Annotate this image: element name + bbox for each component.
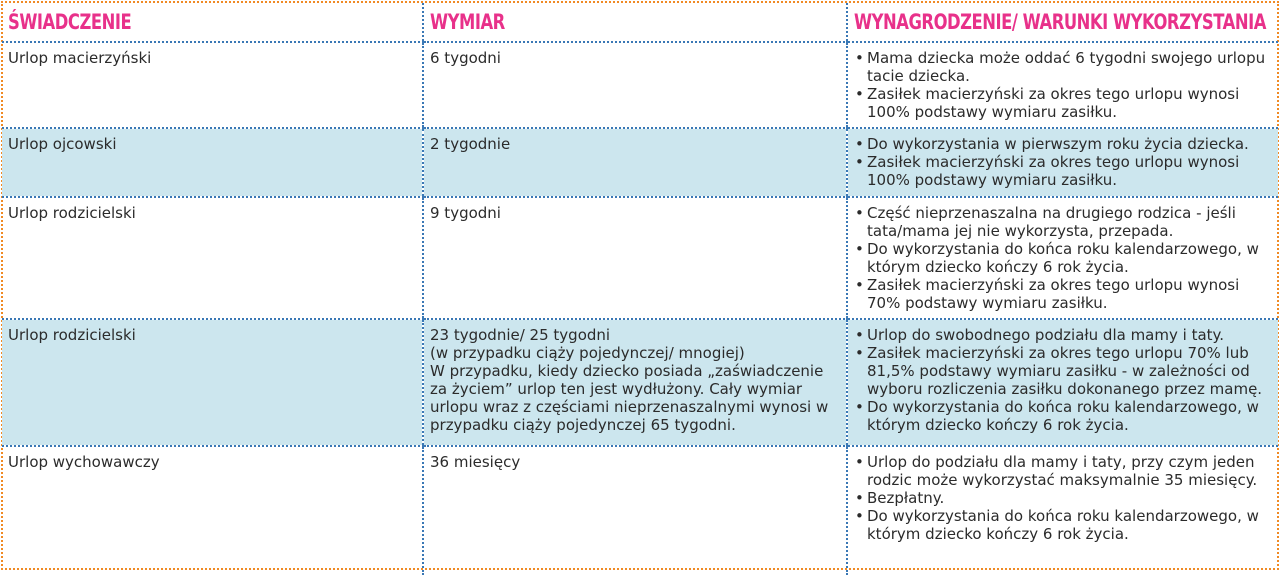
table-row [2, 319, 1278, 446]
condition-item: • Zasiłek macierzyński za okres tego urlopu wynosi 100% podstawy wymiaru zasiłku. [854, 85, 1274, 121]
duration-line: 6 tygodni [430, 49, 501, 67]
conditions-list [854, 135, 1274, 189]
duration-cell [423, 42, 847, 128]
table-row [2, 42, 1278, 128]
condition-item: • Urlop do podziału dla mamy i taty, przy czym jeden rodzic może wykorzystać maksymalnie 35 miesięcy. [854, 453, 1274, 489]
conditions-list [854, 49, 1274, 121]
duration-cell [423, 446, 847, 575]
duration-line: 23 tygodnie/ 25 tygodni [430, 326, 611, 344]
condition-item: • Do wykorzystania do końca roku kalendarzowego, w którym dziecko kończy 6 rok życia. [854, 398, 1274, 434]
benefit-cell: Urlop ojcowski [2, 128, 423, 197]
condition-item: • Urlop do swobodnego podziału dla mamy i taty. [854, 326, 1274, 344]
column-header-duration: WYMIAR [423, 3, 847, 42]
table-row [2, 128, 1278, 197]
duration-line: 2 tygodnie [430, 135, 511, 153]
duration-cell [423, 319, 847, 446]
conditions-list [854, 204, 1274, 312]
conditions-cell [847, 319, 1278, 446]
benefit-cell: Urlop rodzicielski [2, 319, 423, 446]
duration-note: W przypadku, kiedy dziecko posiada „zaświadczenie za życiem” urlop ten jest wydłużony. Cały wymiar urlopu wraz z częściami nieprzenaszalnymi wynosi w przypadku ciąży pojedynczej 65 tygodni. [430, 362, 829, 434]
conditions-cell [847, 197, 1278, 319]
duration-line: 9 tygodni [430, 204, 501, 222]
condition-item: • Zasiłek macierzyński za okres tego urlopu wynosi 70% podstawy wymiaru zasiłku. [854, 276, 1274, 312]
column-header-benefit: ŚWIADCZENIE [2, 3, 423, 42]
condition-item: • Do wykorzystania do końca roku kalendarzowego, w którym dziecko kończy 6 rok życia. [854, 507, 1274, 543]
conditions-cell [847, 446, 1278, 575]
duration-cell [423, 128, 847, 197]
condition-item: • Zasiłek macierzyński za okres tego urlopu wynosi 100% podstawy wymiaru zasiłku. [854, 153, 1274, 189]
benefit-cell: Urlop wychowawczy [8, 453, 160, 471]
condition-item: • Do wykorzystania do końca roku kalendarzowego, w którym dziecko kończy 6 rok życia. [854, 240, 1274, 276]
table-row [2, 197, 1278, 319]
condition-item: • Bezpłatny. [854, 489, 1274, 507]
duration-line: 36 miesięcy [430, 453, 521, 471]
conditions-list [854, 453, 1274, 543]
duration-cell [423, 197, 847, 319]
benefit-cell: Urlop macierzyński [2, 42, 423, 128]
benefit-cell: Urlop rodzicielski [2, 197, 423, 319]
duration-line: (w przypadku ciąży pojedynczej/ mnogiej) [430, 344, 745, 362]
condition-item: • Mama dziecka może oddać 6 tygodni swojego urlopu tacie dziecka. [854, 49, 1274, 85]
table-row [2, 446, 1278, 575]
condition-item: • Część nieprzenaszalna na drugiego rodzica - jeśli tata/mama jej nie wykorzysta, przepada. [854, 204, 1274, 240]
condition-item: • Do wykorzystania w pierwszym roku życia dziecka. [854, 135, 1274, 153]
conditions-cell [847, 128, 1278, 197]
column-header-conditions: WYNAGRODZENIE/ WARUNKI WYKORZYSTANIA [847, 3, 1278, 42]
condition-item: • Zasiłek macierzyński za okres tego urlopu 70% lub 81,5% podstawy wymiaru zasiłku - w zależności od wyboru rozliczenia zasiłku dokonanego przez mamę. [854, 344, 1274, 398]
conditions-cell [847, 42, 1278, 128]
table-header-row [2, 3, 1278, 42]
leave-benefits-table [2, 3, 1278, 575]
conditions-list [854, 326, 1274, 434]
